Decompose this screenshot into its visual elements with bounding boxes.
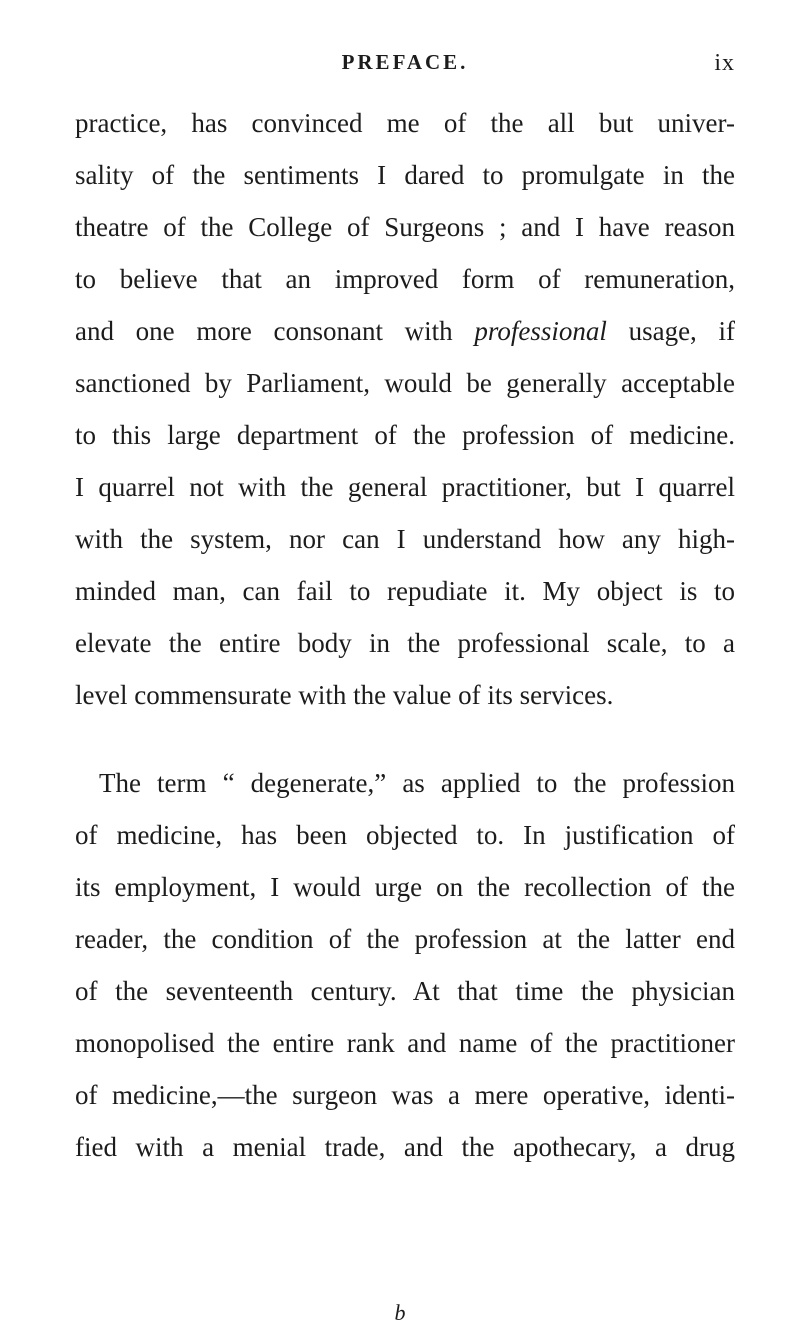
text-line: its employment, I would urge on the recollection of the	[75, 872, 735, 902]
paragraph-1	[75, 97, 735, 721]
text-line: to this large department of the profession of medicine.	[75, 420, 735, 450]
text-line: fied with a menial trade, and the apothecary, a drug	[75, 1132, 735, 1162]
italic-word: professional	[474, 316, 607, 346]
text-line: of medicine, has been objected to. In justification of	[75, 820, 735, 850]
text-segment: and one more consonant with	[75, 316, 475, 346]
text-line: of medicine,—the surgeon was a mere operative, identi-	[75, 1080, 735, 1110]
text-line-mixed	[75, 305, 735, 357]
header-title: PREFACE.	[341, 50, 469, 74]
page-number: ix	[714, 50, 735, 76]
text-line: to believe that an improved form of remuneration,	[75, 264, 735, 294]
text-line: with the system, nor can I understand how any high-	[75, 524, 735, 554]
text-line: sality of the sentiments I dared to promulgate in the	[75, 160, 735, 190]
text-line: sanctioned by Parliament, would be generally acceptable	[75, 368, 735, 398]
text-line: practice, has convinced me of the all but univer-	[75, 108, 735, 138]
text-line: reader, the condition of the profession at the latter end	[75, 924, 735, 954]
body-text	[75, 97, 735, 1173]
signature-mark: b	[394, 1300, 406, 1325]
running-header	[75, 50, 735, 90]
text-line: theatre of the College of Surgeons ; and I have reason	[75, 212, 735, 242]
paragraph-gap	[75, 721, 735, 757]
text-segment: usage, if	[606, 316, 735, 346]
paragraph-2	[75, 757, 735, 1173]
text-line: of the seventeenth century. At that time the physician	[75, 976, 735, 1006]
text-line: I quarrel not with the general practitioner, but I quarrel	[75, 472, 735, 502]
text-line: elevate the entire body in the professional scale, to a	[75, 628, 735, 658]
text-line: level commensurate with the value of its services.	[75, 680, 614, 710]
text-line: monopolised the entire rank and name of the practitioner	[75, 1028, 735, 1058]
text-line: The term “ degenerate,” as applied to the profession	[99, 768, 735, 798]
text-line: minded man, can fail to repudiate it. My object is to	[75, 576, 735, 606]
